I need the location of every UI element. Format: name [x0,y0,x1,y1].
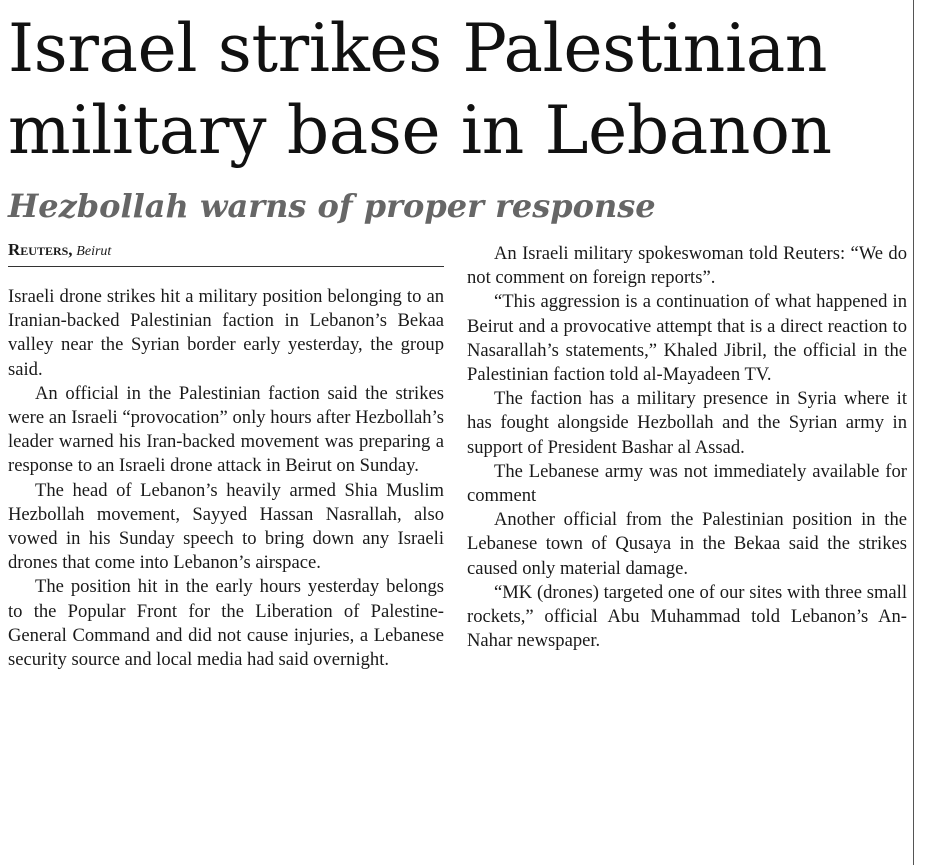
paragraph: The head of Lebanon’s heavily armed Shia Muslim Hezbollah movement, Sayyed Hassan Nasrallah, also vowed in his Sunday speech to bring down any Israeli drones that come into Lebanon’s airspace. [8,479,444,574]
paragraph: The position hit in the early hours yesterday belongs to the Popular Front for the Liberation of Palestine-General Command and did not cause injuries, a Lebanese security source and local media had said overnight. [8,576,444,671]
paragraph: “This aggression is a continuation of what happened in Beirut and a provocative attempt that is a direct reaction to Nasarallah’s statements,” Khaled Jibril, the official in the Palestinian faction told al-Mayadeen TV. [467,291,907,386]
article-column-2 [467,242,907,653]
paragraph: The Lebanese army was not immediately available for comment [467,460,907,507]
paragraph: An official in the Palestinian faction said the strikes were an Israeli “provocation” only hours after Hezbollah’s leader warned his Iran-backed movement was preparing a response to an Israeli drone attack in Beirut on Sunday. [8,382,444,477]
byline [8,240,444,267]
paragraph: An Israeli military spokeswoman told Reuters: “We do not comment on foreign reports”. [467,243,907,289]
paragraph: Another official from the Palestinian position in the Lebanese town of Qusaya in the Bekaa said the strikes caused only material damage. [467,509,907,579]
article-column-1 [8,285,444,672]
paragraph: Israeli drone strikes hit a military position belonging to an Iranian-backed Palestinian faction in Lebanon’s Bekaa valley near the Syrian border early yesterday, the group said. [8,286,444,380]
subheadline: Hezbollah warns of proper response [8,187,656,225]
column-rule-right [913,0,914,865]
byline-location: Beirut [76,244,112,259]
paragraph: The faction has a military presence in Syria where it has fought alongside Hezbollah and the Syrian army in support of President Bashar al Assad. [467,388,907,458]
paragraph: “MK (drones) targeted one of our sites with three small rockets,” official Abu Muhammad told Lebanon’s An-Nahar newspaper. [467,581,907,652]
byline-agency: Reuters, [8,240,73,259]
headline: Israel strikes Palestinian military base in Lebanon [8,10,832,169]
